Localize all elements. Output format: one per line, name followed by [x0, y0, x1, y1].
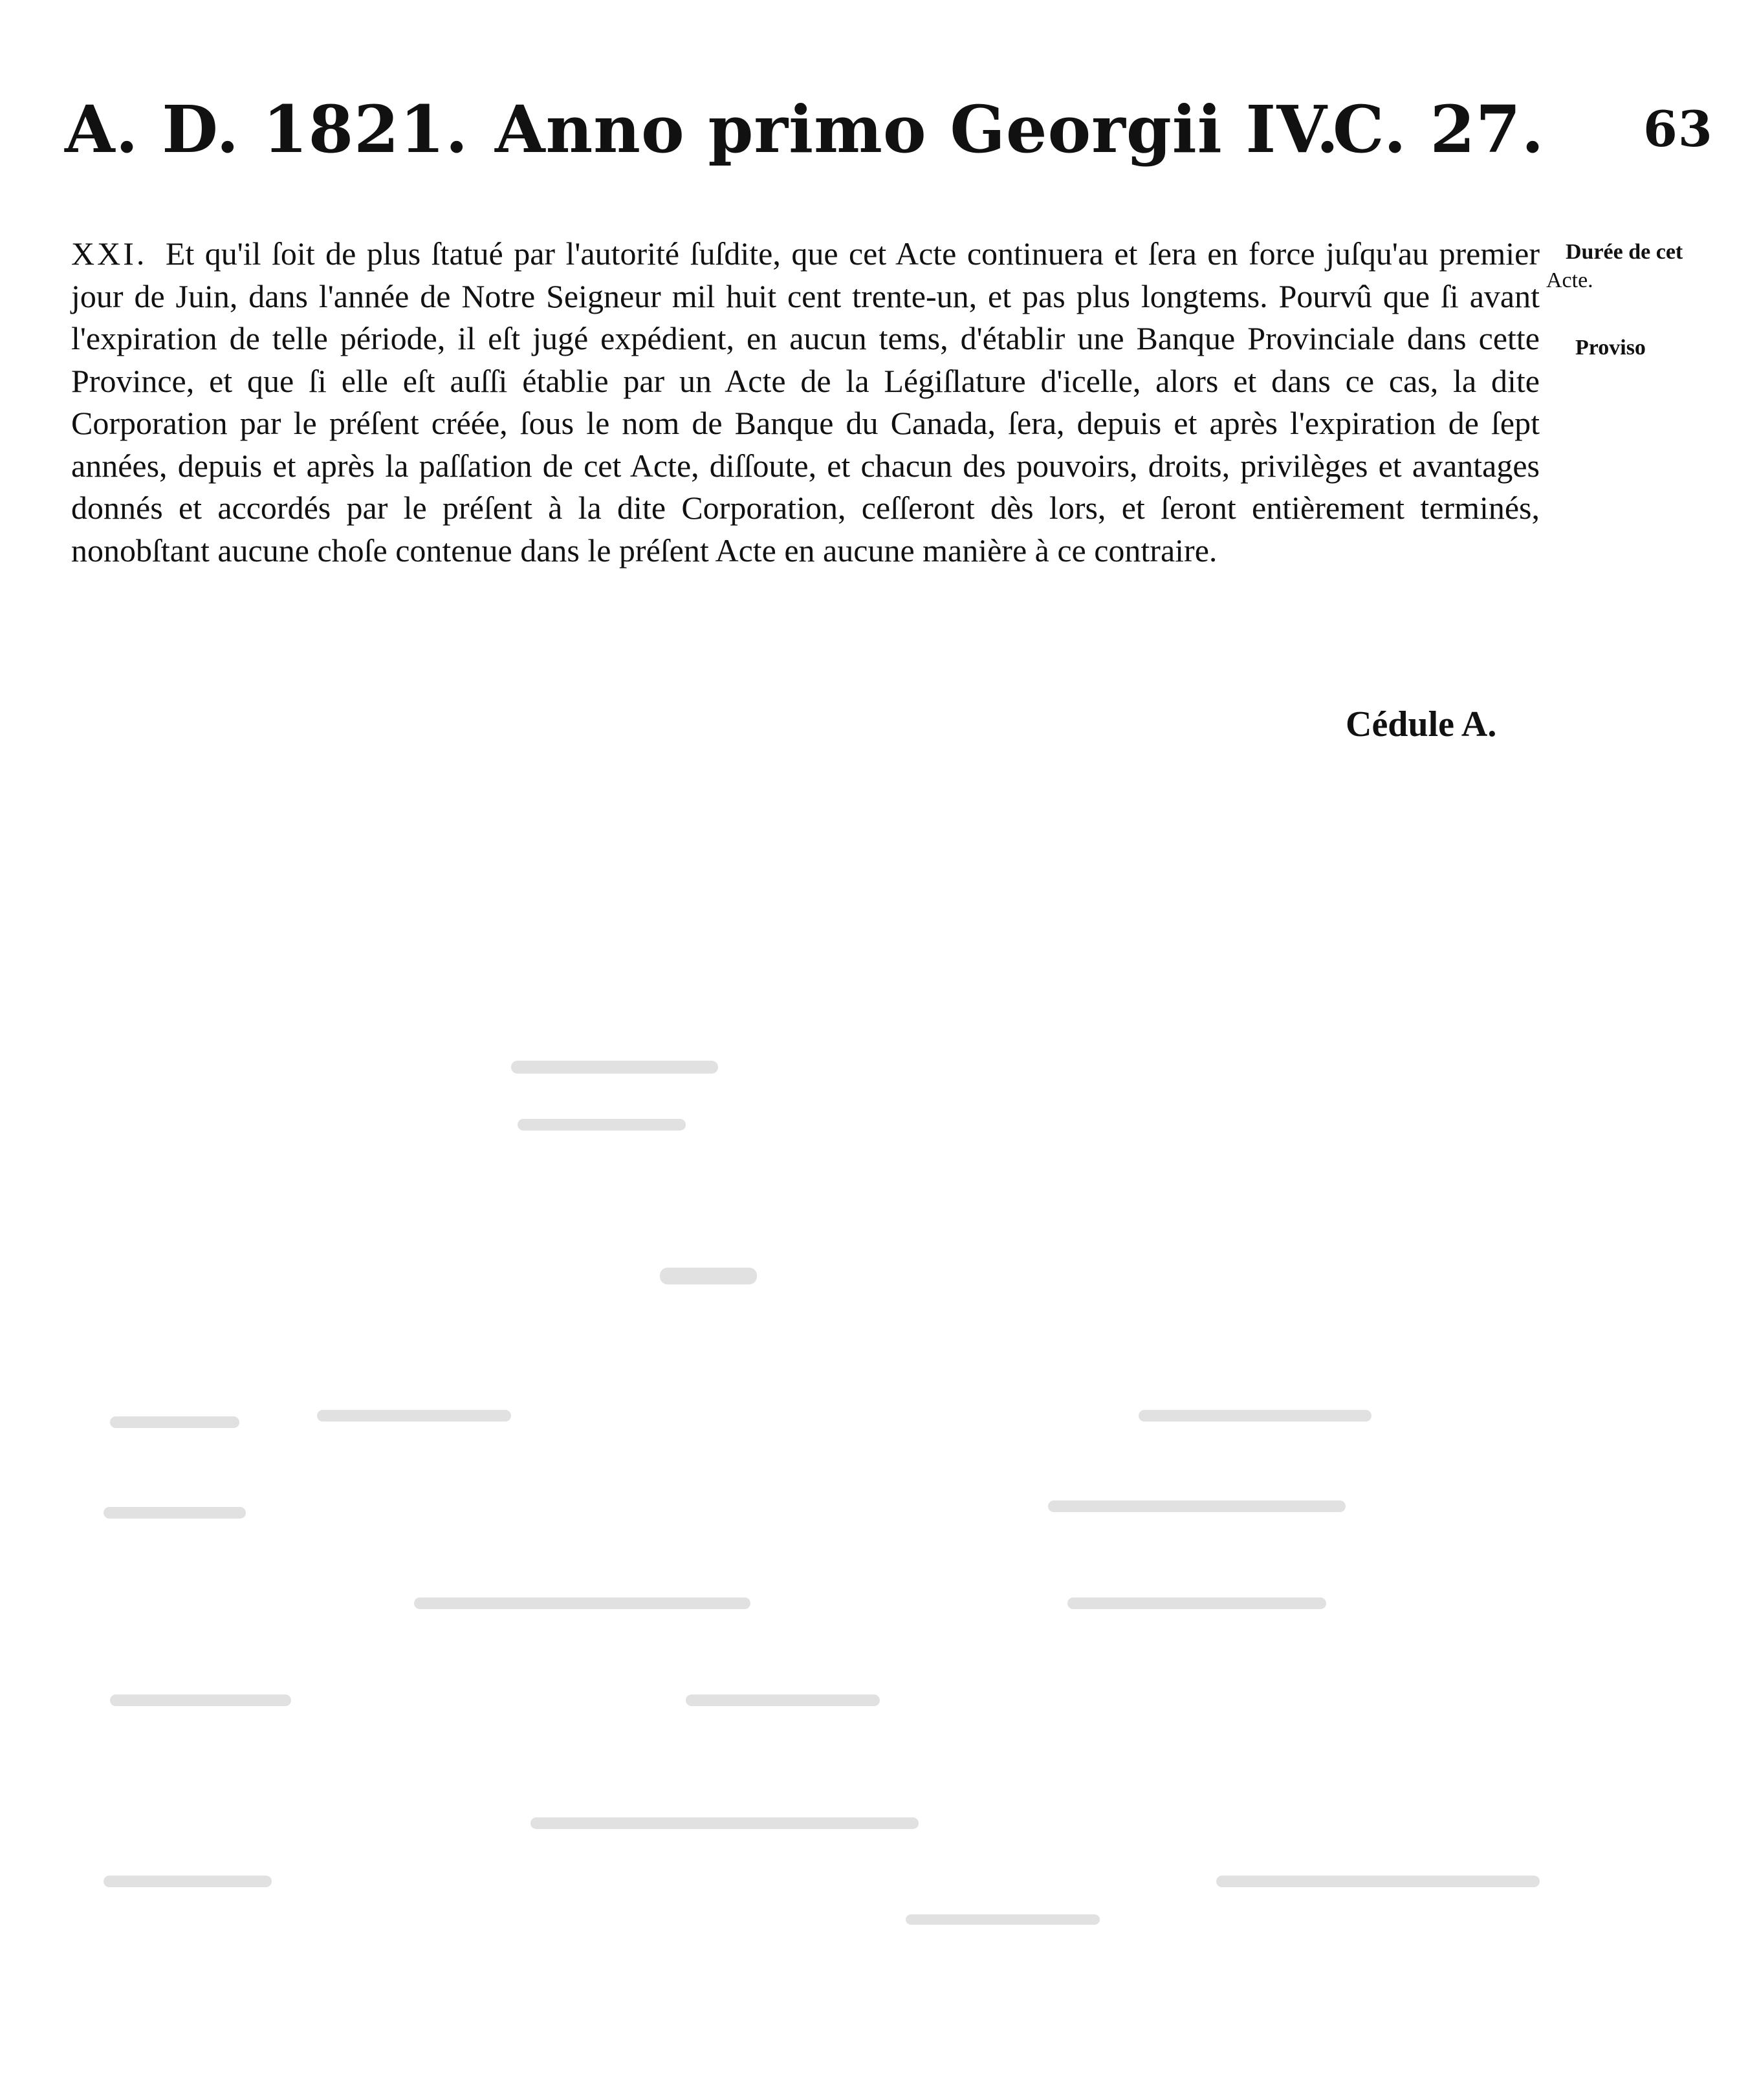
margin-note-acte: Acte. — [1546, 268, 1593, 292]
margin-note-proviso: Proviso — [1575, 336, 1646, 360]
section-text: Et qu'il ſoit de plus ſtatué par l'autorité ſuſdite, que cet Acte continuera et ſera en force juſqu'au premier jour de Juin, dans l'année de Notre Seigneur mil huit cent trente-un, et pas plus longtems. Pourvû que ſi avant l'expiration de telle période, il eſt jugé expédient, en aucun tems, d'établir une Banque Provinciale dans cette Province, et que ſi elle eſt auſſi établie par un Acte de la Légiſlature d'icelle, alors et dans ce cas, la dite Corporation par le préſent créée, ſous le nom de Banque du Canada, ſera, depuis et après l'expiration de ſept années, depuis et après la paſſation de cet Acte, diſſoute, et chacun des pouvoirs, droits, privilèges et avantages donnés et accordés par le préſent à la dite Corporation, ceſſeront dès lors, et ſeront entièrement terminés, nonobſtant aucune choſe contenue dans le préſent Acte en aucune manière à ce contraire. — [71, 235, 1540, 568]
header-chapter: C. 27. — [1333, 91, 1545, 168]
header-year: A. D. 1821. — [65, 91, 469, 168]
schedule-heading: Cédule A. — [1346, 704, 1497, 744]
page-number: 63 — [1643, 100, 1713, 158]
header-title: Anno primo Georgii IV. — [495, 91, 1340, 168]
margin-note-duree: Durée de cet — [1566, 240, 1683, 264]
section-number: XXI. — [71, 235, 147, 272]
